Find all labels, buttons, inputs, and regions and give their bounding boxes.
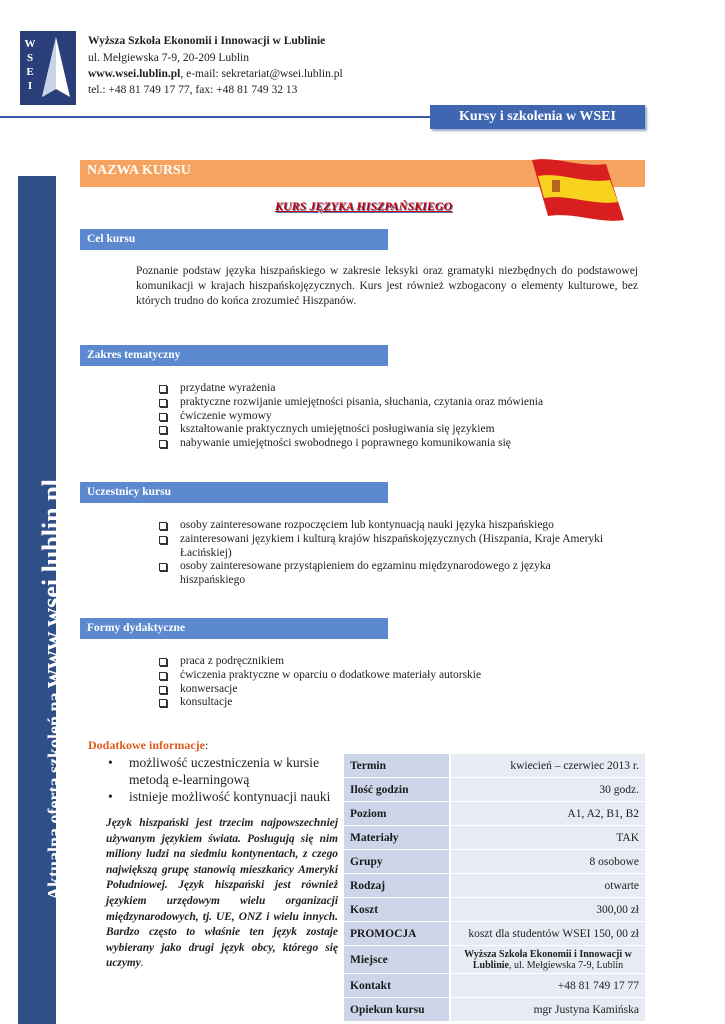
logo-arrow-icon [40,37,72,99]
forms-list [158,655,628,710]
section-header-goal: Cel kursu [80,229,388,250]
checkbox-bullet-icon [159,426,167,434]
checkbox-bullet-icon [159,522,167,530]
checkbox-bullet-icon [159,672,167,680]
logo-letters: W S E I [24,38,36,92]
school-address: ul. Mełgiewska 7-9, 20-209 Lublin [88,52,249,64]
list-item: ćwiczenia praktyczne w oparciu o dodatkowe materiały autorskie [158,669,628,683]
list-item: ćwiczenie wymowy [158,410,628,424]
checkbox-bullet-icon [159,440,167,448]
table-row: Koszt 300,00 zł [344,898,645,922]
list-item: zainteresowani językiem i kulturą krajów hiszpańskojęzycznych (Hiszpania, Kraje Ameryki Łacińskiej) [158,533,640,561]
checkbox-bullet-icon [159,686,167,694]
wsei-logo [20,31,76,105]
scope-list [158,382,628,451]
section-header-participants: Uczestnicy kursu [80,482,388,503]
courses-tag: Kursy i szkolenia w WSEI [430,105,645,129]
list-item: • możliwość uczestniczenia w kursie metodą e-learningową [108,754,344,788]
checkbox-bullet-icon [159,399,167,407]
table-row: Opiekun kursu mgr Justyna Kamińska [344,998,645,1022]
spanish-language-note: Język hiszpański jest trzecim najpowszechniej używanym językiem świata. Posługują się nim miliony ludzi na siedmiu kontynentach, z czego największą grupę stanowią mieszkańcy Ameryki Południowej. Język hiszpański jest również językiem urzędowym wielu organizacji międzynarodowych, tj. UE, ONZ i wielu innych. Bardzo często to właśnie ten język zostaje wybierany jako drugi język obcy, którego się uczymy. [106,817,338,970]
checkbox-bullet-icon [159,385,167,393]
table-row: Kontakt +48 81 749 17 77 [344,974,645,998]
list-item: praktyczne rozwijanie umiejętności pisania, słuchania, czytania oraz mówienia [158,396,628,410]
course-name-label: NAZWA KURSU [87,163,191,178]
list-item: osoby zainteresowane rozpoczęciem lub kontynuacją nauki języka hiszpańskiego [158,519,640,533]
table-row: Materiały TAK [344,826,645,850]
course-title: KURS JĘZYKA HISZPAŃSKIEGO [275,199,453,213]
list-item: przydatne wyrażenia [158,382,628,396]
sidebar-text: Aktualna oferta szkoleń na www.wsei.lublin.pl [37,479,66,900]
phone-fax: tel.: +48 81 749 17 77, fax: +48 81 749 32 13 [88,84,298,96]
participants-list [158,519,640,588]
header-divider [0,116,430,118]
extra-info-list [108,754,344,805]
list-item: praca z podręcznikiem [158,655,628,669]
list-item: konwersacje [158,683,628,697]
school-name: Wyższa Szkoła Ekonomii i Innowacji w Lublinie [88,35,326,47]
table-row: Termin kwiecień – czerwiec 2013 r. [344,754,645,778]
list-item: kształtowanie praktycznych umiejętności posługiwania się językiem [158,423,628,437]
checkbox-bullet-icon [159,563,167,571]
list-item: konsultacje [158,696,628,710]
checkbox-bullet-icon [159,658,167,666]
website-link[interactable]: www.wsei.lublin.pl [88,68,181,80]
section-header-forms: Formy dydaktyczne [80,618,388,639]
checkbox-bullet-icon [159,413,167,421]
contact-line [88,68,343,80]
checkbox-bullet-icon [159,536,167,544]
email-text: , e-mail: sekretariat@wsei.lublin.pl [180,68,343,80]
course-info-table [344,754,645,1022]
table-row: Poziom A1, A2, B1, B2 [344,802,645,826]
list-item: nabywanie umiejętności swobodnego i poprawnego komunikowania się [158,437,628,451]
table-row: Ilość godzin 30 godz. [344,778,645,802]
list-item: • istnieje możliwość kontynuacji nauki [108,788,344,805]
checkbox-bullet-icon [159,699,167,707]
extra-info-title: Dodatkowe informacje: [88,738,209,752]
section-header-scope: Zakres tematyczny [80,345,388,366]
table-row: PROMOCJA koszt dla studentów WSEI 150, 00 zł [344,922,645,946]
table-row: Rodzaj otwarte [344,874,645,898]
spain-flag-icon [528,158,628,224]
sidebar-website: www.wsei.lublin.pl [37,479,66,688]
table-row: Miejsce Wyższa Szkoła Ekonomii i Innowacji w Lublinie, ul. Mełgiewska 7-9, Lublin [344,946,645,974]
table-row: Grupy 8 osobowe [344,850,645,874]
goal-text: Poznanie podstaw języka hiszpańskiego w zakresie leksyki oraz gramatyki niezbędnych do podstawowej komunikacji w krajach hiszpańskojęzycznych. Kurs jest również wzbogacony o elementy kulturowe, bez których trudno do końca zrozumieć Hiszpanów. [136,265,638,307]
list-item: osoby zainteresowane przystąpieniem do egzaminu międzynarodowego z języka hiszpańskiego [158,560,600,588]
